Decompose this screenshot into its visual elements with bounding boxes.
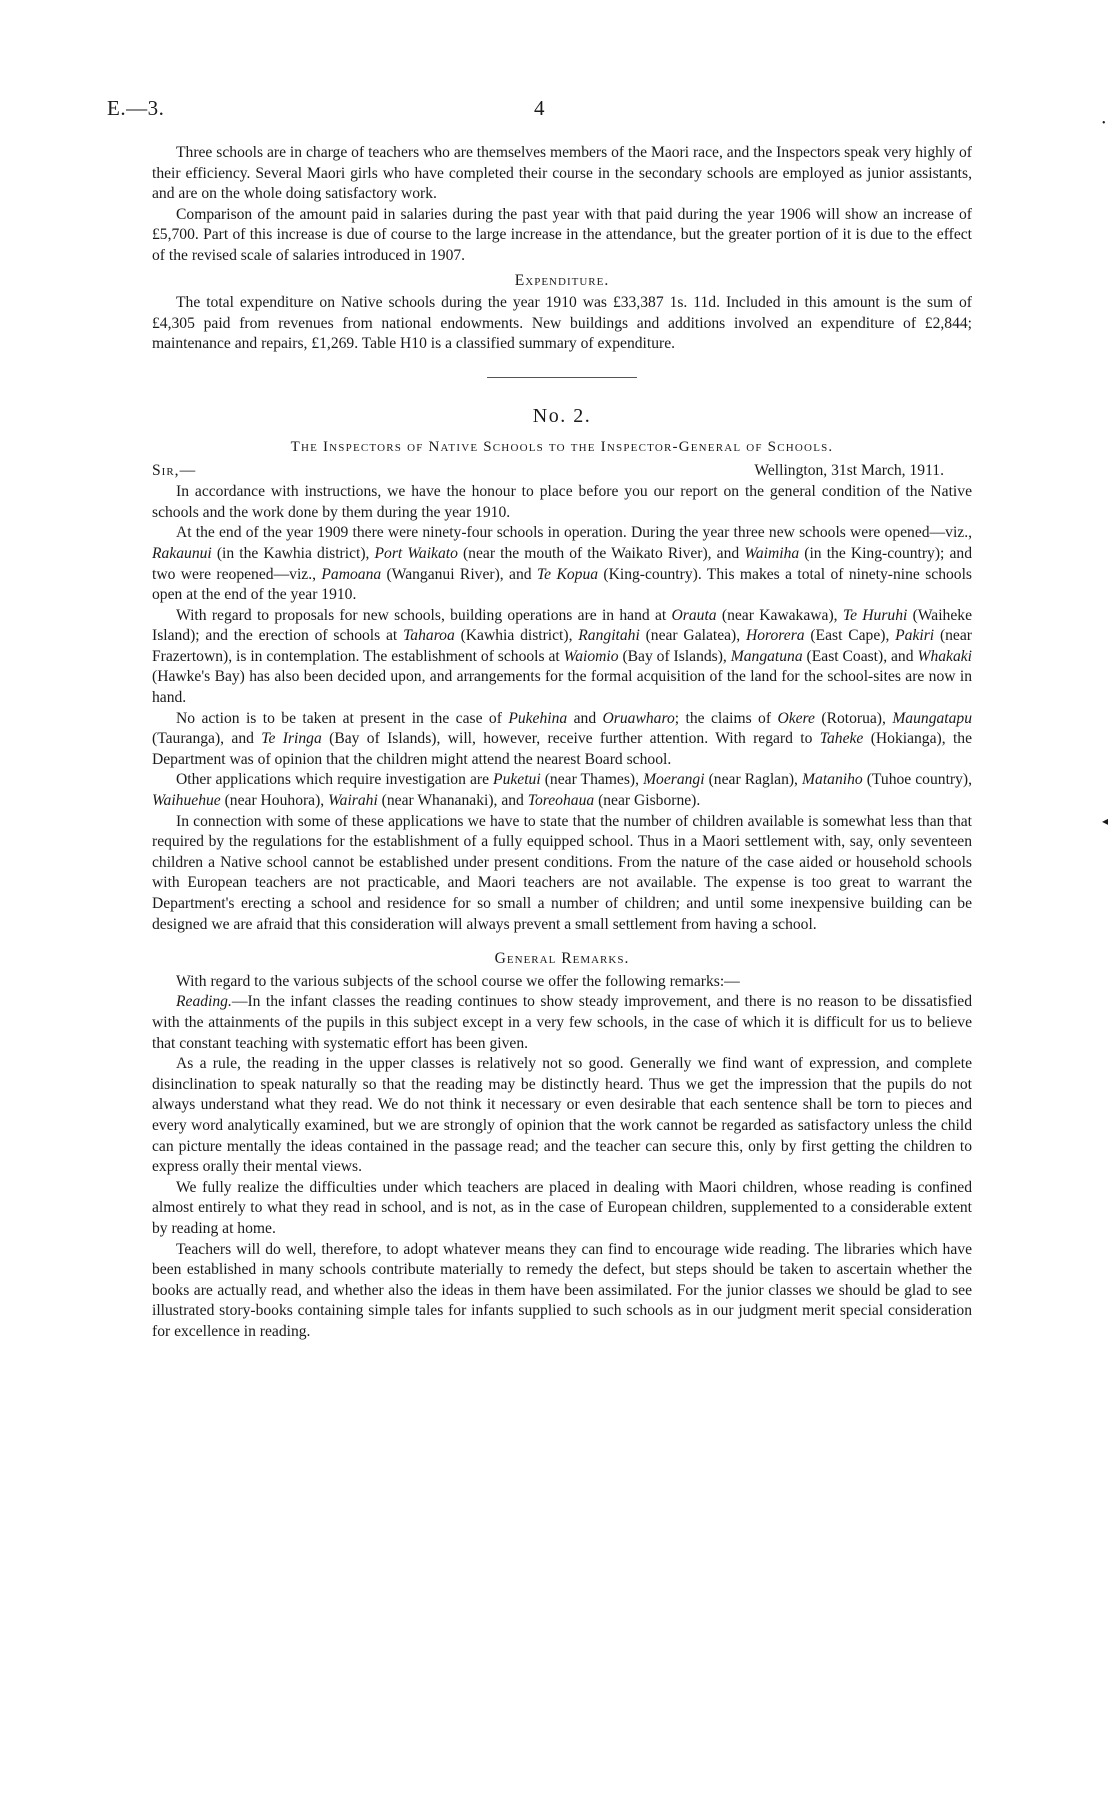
report-number: No. 2. — [532, 404, 592, 427]
paragraph: Other applications which require investigation are Puketui (near Thames), Moerangi (near Raglan), Mataniho (Tuhoe country), Waihuehue (near Houhora), Wairahi (near Whananaki), and Toreohaua (near Gisborne). — [152, 771, 972, 810]
paragraph: Teachers will do well, therefore, to adopt whatever means they can find to encourage wide reading. The libraries which have been established in many schools contribute materially to remedy the defect, but steps should be taken to ascertain whether the books are actually read, and whether also the ideas in them have been assimilated. For the junior classes we should be glad to see illustrated story-books containing simple tales for infants supplied to such schools as in our judgment merit special consideration for excellence in reading. — [152, 1240, 972, 1340]
paragraph: In connection with some of these applications we have to state that the number of children available is somewhat less than that required by the regulations for the establishment of a fully equipped school. Thus in a Maori settlement with, say, only seventeen children a Native school cannot be established under present conditions. From the nature of the case aided or household schools with European teachers are not practicable, and Maori teachers are not available. The expense is too great to warrant the Department's erecting a school and residence for so small a number of children; and until some inexpensive building can be designed we are afraid that this consideration will always prevent a small settlement from having a school. — [152, 812, 972, 933]
paragraph: Reading.—In the infant classes the reading continues to show steady improvement, and there is no reason to be dissatisfied with the attainments of the pupils in this subject except in a very few schools, in the case of which it is difficult for us to believe that constant teaching with systematic effort has been given. — [152, 993, 972, 1052]
margin-mark: ◂ — [1102, 814, 1109, 828]
paragraph: We fully realize the difficulties under which teachers are placed in dealing with Maori children, whose reading is confined almost entirely to what they read in school, and is not, as in the case of European children, supplemented to a considerable extent by reading at home. — [152, 1178, 972, 1237]
salutation-line — [152, 461, 972, 482]
paragraph: Three schools are in charge of teachers who are themselves members of the Maori race, and the Inspectors speak very highly of their efficiency. Several Maori girls who have completed their course in the secondary schools are employed as junior assistants, and are on the whole doing satisfactory work. — [152, 144, 972, 203]
section-heading-general-remarks: General Remarks. — [494, 950, 630, 968]
divider — [487, 377, 637, 378]
report-addressee: The Inspectors of Native Schools to the Inspector-General of Schools. — [290, 438, 834, 455]
paragraph: At the end of the year 1909 there were ninety-four schools in operation. During the year three new schools were opened—viz., Rakaunui (in the Kawhia district), Port Waikato (near the mouth of the Waikato River), and Waimiha (in the King-country); and two were reopened—viz., Pamoana (Wanganui River), and Te Kopua (King-country). This makes a total of ninety-nine schools open at the end of the year 1910. — [152, 524, 972, 604]
spacer — [152, 935, 972, 945]
paragraph: With regard to the various subjects of the school course we offer the following remarks:— — [176, 972, 740, 990]
document-body — [152, 143, 972, 1342]
salutation: Sir,— — [152, 462, 197, 480]
subject-label: Reading. — [176, 993, 232, 1011]
page-number: 4 — [534, 96, 545, 120]
page-reference: E.—3. — [107, 96, 165, 120]
paragraph: In accordance with instructions, we have the honour to place before you our report on the general condition of the Native schools and the work done by them during the year 1910. — [152, 483, 972, 521]
paragraph: No action is to be taken at present in the case of Pukehina and Oruawharo; the claims of Okere (Rotorua), Maungatapu (Tauranga), and Te Iringa (Bay of Islands), will, however, receive further attention. With regard to Taheke (Hokianga), the Department was of opinion that the children might attend the nearest Board school. — [152, 709, 973, 768]
section-heading-expenditure: Expenditure. — [514, 271, 610, 289]
paragraph: With regard to proposals for new schools, building operations are in hand at Orauta (near Kawakawa), Te Huruhi (Waiheke Island); and the erection of schools at Taharoa (Kawhia district), Rangitahi (near Galatea), Hororera (East Cape), Pakiri (near Frazertown), is in contemplation. The establishment of schools at Waiomio (Bay of Islands), Mangatuna (East Coast), and Whakaki (Hawke's Bay) has also been decided upon, and arrangements for the formal acquisition of the land for the school-sites are now in hand. — [152, 606, 973, 707]
dateline: Wellington, 31st March, 1911. — [754, 462, 944, 480]
paragraph: The total expenditure on Native schools during the year 1910 was £33,387 1s. 11d. Included in this amount is the sum of £4,305 paid from revenues from national endowments. New buildings and additions involved an expenditure of £2,844; maintenance and repairs, £1,269. Table H10 is a classified summary of expenditure. — [152, 294, 972, 353]
margin-dot: • — [1102, 118, 1106, 129]
paragraph: Comparison of the amount paid in salaries during the past year with that paid during the year 1906 will show an increase of £5,700. Part of this increase is due of course to the large increase in the attendance, but the greater portion of it is due to the effect of the revised scale of salaries introduced in 1907. — [152, 205, 972, 264]
paragraph: As a rule, the reading in the upper classes is relatively not so good. Generally we find want of expression, and complete disinclination to speak naturally so that the reading may be distinctly heard. Thus we get the impression that the pupils do not always understand what they read. We do not think it necessary or even desirable that each sentence shall be torn to pieces and every word analytically examined, but we are strongly of opinion that the work cannot be regarded as satisfactory unless the child can picture mentally the ideas contained in the passage read; and the teacher can secure this, only by first getting the children to express orally their mental views. — [152, 1055, 972, 1176]
